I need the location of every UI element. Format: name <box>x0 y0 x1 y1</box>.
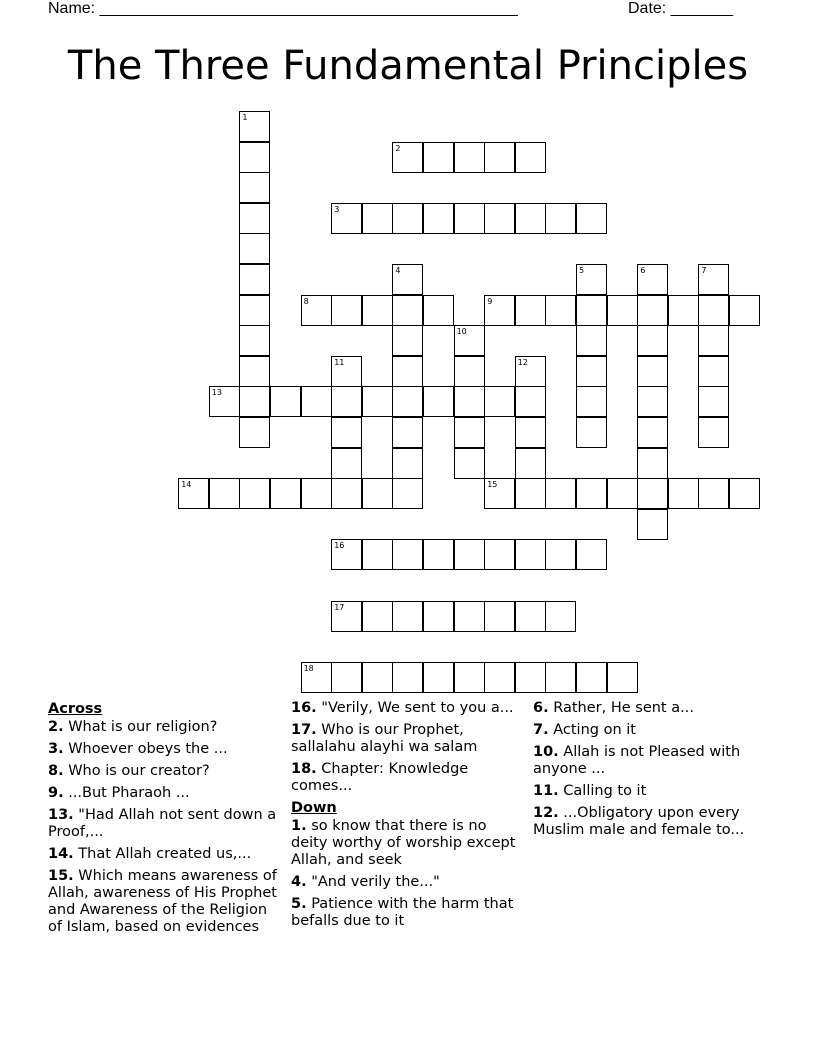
clue-item <box>533 744 773 778</box>
grid-cell[interactable] <box>607 478 638 509</box>
grid-cell[interactable] <box>484 386 515 417</box>
clue-number: 6 <box>640 266 646 275</box>
grid-cell[interactable] <box>392 478 423 509</box>
grid-cell[interactable] <box>239 325 270 356</box>
clue-item <box>291 874 527 891</box>
clue-item-text: Calling to it <box>558 783 647 799</box>
clue-item-number: 9. <box>48 785 64 801</box>
grid-cell[interactable] <box>392 203 423 234</box>
grid-cell[interactable] <box>392 264 423 295</box>
clue-item-number: 6. <box>533 700 549 716</box>
grid-cell[interactable] <box>729 295 760 326</box>
clue-item <box>48 719 284 736</box>
clue-number: 8 <box>303 296 309 306</box>
grid-cell[interactable] <box>239 142 270 173</box>
clue-item <box>48 807 284 841</box>
clue-item-number: 4. <box>291 874 307 890</box>
clue-item <box>48 741 284 758</box>
grid-cell[interactable] <box>637 356 668 387</box>
grid-cell[interactable] <box>362 601 393 632</box>
grid-cell[interactable] <box>178 478 209 509</box>
grid-cell[interactable] <box>362 478 393 509</box>
grid-cell[interactable] <box>239 264 270 295</box>
grid-cell[interactable] <box>239 356 270 387</box>
grid-cell[interactable] <box>392 295 423 326</box>
grid-cell[interactable] <box>454 325 485 356</box>
grid-cell[interactable] <box>576 325 607 356</box>
grid-cell[interactable] <box>515 539 546 570</box>
clue-number: 3 <box>334 204 340 214</box>
grid-cell[interactable] <box>239 233 270 264</box>
grid-cell[interactable] <box>331 601 362 632</box>
grid-cell[interactable] <box>484 203 515 234</box>
clue-section-heading: Across <box>48 701 103 717</box>
clue-item-number: 7. <box>533 722 549 738</box>
grid-cell[interactable] <box>484 539 515 570</box>
clue-item-number: 18. <box>291 761 317 777</box>
date-field-label: Date: _______ <box>628 0 733 17</box>
clue-column-1 <box>48 700 284 941</box>
page-title: The Three Fundamental Principles <box>67 43 749 89</box>
clue-item-text: Allah is not Pleased with anyone ... <box>533 744 741 777</box>
grid-cell[interactable] <box>545 295 576 326</box>
clue-item-text: Patience with the harm that befalls due to it <box>291 896 514 929</box>
clue-item-text: That Allah created us,... <box>73 846 252 862</box>
clue-item <box>291 700 527 717</box>
grid-cell[interactable] <box>515 478 546 509</box>
clue-item <box>291 896 527 930</box>
grid-cell[interactable] <box>331 417 362 448</box>
grid-cell[interactable] <box>239 172 270 203</box>
clue-item-text: Rather, He sent a... <box>548 700 694 716</box>
grid-cell[interactable] <box>270 478 301 509</box>
grid-cell[interactable] <box>545 601 576 632</box>
clue-item-text: Acting on it <box>548 722 636 738</box>
grid-cell[interactable] <box>515 448 546 479</box>
clue-number: 13 <box>211 388 222 398</box>
clue-column-3 <box>533 700 773 844</box>
grid-cell[interactable] <box>576 264 607 295</box>
grid-cell[interactable] <box>637 325 668 356</box>
grid-cell[interactable] <box>545 662 576 693</box>
grid-cell[interactable] <box>515 601 546 632</box>
grid-cell[interactable] <box>392 662 423 693</box>
grid-cell[interactable] <box>637 478 668 509</box>
grid-cell[interactable] <box>698 325 729 356</box>
grid-cell[interactable] <box>392 356 423 387</box>
grid-cell[interactable] <box>239 417 270 448</box>
grid-cell[interactable] <box>239 111 270 142</box>
clue-item-text: Chapter: Knowledge comes... <box>291 761 469 794</box>
clue-section-heading: Down <box>291 800 337 816</box>
clue-item-text: Who is our creator? <box>63 763 210 779</box>
clue-number: 12 <box>517 357 528 367</box>
grid-cell[interactable] <box>668 478 699 509</box>
clue-item-text: Which means awareness of Allah, awareness of His Prophet and Awareness of the Religion of Islam, based on evidences <box>48 868 277 935</box>
clue-number: 2 <box>395 143 401 153</box>
grid-cell[interactable] <box>698 264 729 295</box>
grid-cell[interactable] <box>637 448 668 479</box>
grid-cell[interactable] <box>423 662 454 693</box>
grid-cell[interactable] <box>392 325 423 356</box>
grid-cell[interactable] <box>515 662 546 693</box>
grid-cell[interactable] <box>698 386 729 417</box>
clue-item-text: "Verily, We sent to you a... <box>316 700 514 716</box>
clue-item-text: Whoever obeys the ... <box>63 741 228 757</box>
grid-cell[interactable] <box>331 478 362 509</box>
clue-item-text: so know that there is no deity worthy of worship except Allah, and seek <box>291 818 516 868</box>
grid-cell[interactable] <box>484 478 515 509</box>
clue-item-number: 11. <box>533 783 559 799</box>
grid-cell[interactable] <box>576 662 607 693</box>
clue-number: 1 <box>242 113 248 122</box>
grid-cell[interactable] <box>698 478 729 509</box>
grid-cell[interactable] <box>362 539 393 570</box>
grid-cell[interactable] <box>454 356 485 387</box>
grid-cell[interactable] <box>484 295 515 326</box>
clue-number: 14 <box>181 480 192 490</box>
clue-item <box>533 783 773 800</box>
clue-column-2 <box>291 700 527 935</box>
grid-cell[interactable] <box>362 662 393 693</box>
clue-item-number: 1. <box>291 818 307 834</box>
grid-cell[interactable] <box>239 386 270 417</box>
clue-item-number: 17. <box>291 722 317 738</box>
grid-cell[interactable] <box>729 478 760 509</box>
clue-item-number: 8. <box>48 763 64 779</box>
grid-cell[interactable] <box>637 417 668 448</box>
clue-item-text: ...But Pharaoh ... <box>63 785 190 801</box>
grid-cell[interactable] <box>209 478 240 509</box>
clue-number: 4 <box>395 266 401 275</box>
grid-cell[interactable] <box>515 356 546 387</box>
clue-item <box>48 868 284 936</box>
grid-cell[interactable] <box>515 142 546 173</box>
grid-cell[interactable] <box>576 539 607 570</box>
clue-item <box>533 722 773 739</box>
grid-cell[interactable] <box>331 539 362 570</box>
grid-cell[interactable] <box>515 417 546 448</box>
clue-number: 5 <box>579 266 585 275</box>
grid-cell[interactable] <box>423 601 454 632</box>
grid-cell[interactable] <box>362 386 393 417</box>
clue-number: 9 <box>487 296 493 306</box>
clue-item-text: "And verily the..." <box>306 874 440 890</box>
clue-item-number: 5. <box>291 896 307 912</box>
grid-cell[interactable] <box>484 601 515 632</box>
grid-cell[interactable] <box>331 295 362 326</box>
clue-item-number: 2. <box>48 719 64 735</box>
clue-number: 7 <box>701 266 707 275</box>
clue-item-number: 14. <box>48 846 74 862</box>
clue-number: 10 <box>456 327 467 337</box>
grid-cell[interactable] <box>637 509 668 540</box>
grid-cell[interactable] <box>392 142 423 173</box>
grid-cell[interactable] <box>301 662 332 693</box>
clue-item <box>533 700 773 717</box>
clue-item-text: Who is our Prophet, sallalahu alayhi wa salam <box>291 722 478 755</box>
grid-cell[interactable] <box>576 386 607 417</box>
grid-cell[interactable] <box>392 448 423 479</box>
name-field-label: Name: _______________________________________________ <box>48 0 518 17</box>
clue-number: 15 <box>487 480 498 490</box>
grid-cell[interactable] <box>454 601 485 632</box>
grid-cell[interactable] <box>301 478 332 509</box>
grid-cell[interactable] <box>392 386 423 417</box>
clue-item <box>291 818 527 869</box>
grid-cell[interactable] <box>392 417 423 448</box>
clue-number: 17 <box>334 602 345 612</box>
clue-number: 18 <box>303 663 314 673</box>
grid-cell[interactable] <box>454 142 485 173</box>
clue-item <box>48 763 284 780</box>
grid-cell[interactable] <box>515 203 546 234</box>
grid-cell[interactable] <box>545 539 576 570</box>
grid-cell[interactable] <box>637 295 668 326</box>
clue-item-text: ...Obligatory upon every Muslim male and female to... <box>533 805 745 838</box>
grid-cell[interactable] <box>607 662 638 693</box>
grid-cell[interactable] <box>301 386 332 417</box>
grid-cell[interactable] <box>668 295 699 326</box>
grid-cell[interactable] <box>331 356 362 387</box>
grid-cell[interactable] <box>576 203 607 234</box>
grid-cell[interactable] <box>270 386 301 417</box>
grid-cell[interactable] <box>331 448 362 479</box>
grid-cell[interactable] <box>576 356 607 387</box>
grid-cell[interactable] <box>423 203 454 234</box>
grid-cell[interactable] <box>454 539 485 570</box>
clue-item <box>533 805 773 839</box>
clue-item <box>48 846 284 863</box>
grid-cell[interactable] <box>545 478 576 509</box>
clue-item-text: "Had Allah not sent down a Proof,... <box>48 807 277 840</box>
clue-number: 11 <box>334 357 345 367</box>
grid-cell[interactable] <box>392 601 423 632</box>
clue-item-text: What is our religion? <box>63 719 218 735</box>
grid-cell[interactable] <box>454 203 485 234</box>
grid-cell[interactable] <box>637 386 668 417</box>
clue-item-number: 16. <box>291 700 317 716</box>
clue-item-number: 15. <box>48 868 74 884</box>
grid-cell[interactable] <box>576 295 607 326</box>
grid-cell[interactable] <box>576 478 607 509</box>
grid-cell[interactable] <box>545 203 576 234</box>
grid-cell[interactable] <box>209 386 240 417</box>
grid-cell[interactable] <box>301 295 332 326</box>
grid-cell[interactable] <box>331 386 362 417</box>
grid-cell[interactable] <box>423 142 454 173</box>
grid-cell[interactable] <box>607 295 638 326</box>
grid-cell[interactable] <box>423 386 454 417</box>
grid-cell[interactable] <box>423 295 454 326</box>
grid-cell[interactable] <box>239 203 270 234</box>
grid-cell[interactable] <box>423 539 454 570</box>
grid-cell[interactable] <box>454 386 485 417</box>
grid-cell[interactable] <box>239 478 270 509</box>
clue-item-number: 10. <box>533 744 559 760</box>
grid-cell[interactable] <box>239 295 270 326</box>
grid-cell[interactable] <box>454 448 485 479</box>
clue-item-number: 13. <box>48 807 74 823</box>
grid-cell[interactable] <box>576 417 607 448</box>
clue-item <box>48 785 284 802</box>
grid-cell[interactable] <box>698 417 729 448</box>
grid-cell[interactable] <box>362 295 393 326</box>
clue-item-number: 12. <box>533 805 559 821</box>
grid-cell[interactable] <box>454 417 485 448</box>
grid-cell[interactable] <box>484 142 515 173</box>
grid-cell[interactable] <box>331 662 362 693</box>
grid-cell[interactable] <box>362 203 393 234</box>
grid-cell[interactable] <box>331 203 362 234</box>
grid-cell[interactable] <box>392 539 423 570</box>
clue-item <box>291 761 527 795</box>
grid-cell[interactable] <box>484 662 515 693</box>
clue-item <box>291 722 527 756</box>
grid-cell[interactable] <box>698 356 729 387</box>
grid-cell[interactable] <box>515 295 546 326</box>
clue-number: 16 <box>334 541 345 551</box>
grid-cell[interactable] <box>454 662 485 693</box>
grid-cell[interactable] <box>637 264 668 295</box>
grid-cell[interactable] <box>515 386 546 417</box>
grid-cell[interactable] <box>698 295 729 326</box>
clue-item-number: 3. <box>48 741 64 757</box>
